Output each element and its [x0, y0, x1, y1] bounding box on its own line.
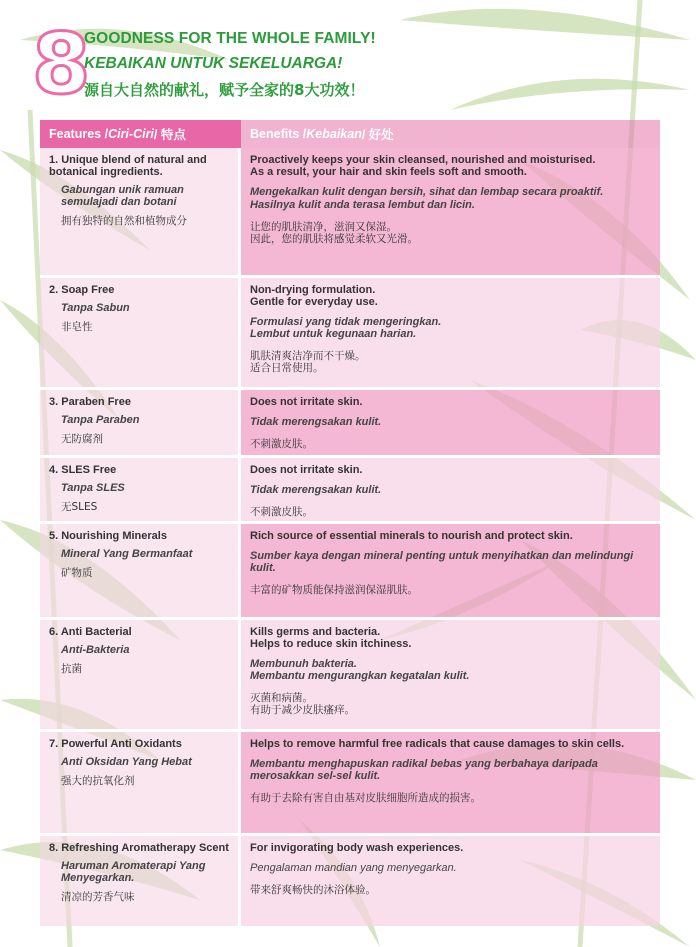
benefit-chinese: 不刺激皮肤。 [250, 506, 313, 518]
benefit-malay: Membunuh bakteria. Membantu mengurangkan kegatalan kulit. [250, 658, 470, 682]
feature-malay: Anti-Bakteria [61, 644, 130, 656]
benefit-english: Proactively keeps your skin cleansed, nourished and moisturised. As a result, your hair and skin feels soft and smooth. [250, 154, 596, 178]
benefit-malay: Pengalaman mandian yang menyegarkan. [250, 862, 457, 874]
feature-cell [40, 148, 241, 275]
feature-malay: Anti Oksidan Yang Hebat [61, 756, 192, 768]
header [0, 0, 696, 120]
benefit-malay-2: Hasilnya kulit anda terasa lembut dan licin. [250, 199, 475, 211]
feature-chinese: 无防腐剂 [61, 433, 103, 445]
feature-malay: Haruman Aromaterapi Yang Menyegarkan. [61, 860, 206, 884]
feature-chinese: 无SLES [61, 501, 98, 513]
benefit-cell [241, 524, 660, 617]
feature-title: 7. Powerful Anti Oxidants [49, 738, 182, 750]
benefit-english: Does not irritate skin. [250, 396, 363, 408]
benefit-english: For invigorating body wash experiences. [250, 842, 464, 854]
benefit-chinese: 灭菌和病菌。 有助于减少皮肤瘙痒。 [250, 692, 355, 716]
benefit-malay: Sumber kaya dengan mineral penting untuk menyihatkan dan melindungi kulit. [250, 550, 634, 574]
feature-cell [40, 836, 241, 926]
benefit-cell [241, 836, 660, 926]
benefit-english: Non-drying formulation. Gentle for everyday use. [250, 284, 378, 308]
feature-title: 3. Paraben Free [49, 396, 131, 408]
feature-title: 5. Nourishing Minerals [49, 530, 167, 542]
feature-chinese: 强大的抗氧化剂 [61, 775, 135, 787]
big-number-8: 8 [32, 15, 91, 113]
feature-cell [40, 390, 241, 455]
feature-title: 1. Unique blend of natural and botanical ingredients. [49, 154, 207, 178]
feature-chinese: 非皂性 [61, 321, 93, 333]
header-text-en: Benefits / [250, 127, 307, 141]
benefit-cell [241, 458, 660, 521]
benefit-english: Does not irritate skin. [250, 464, 363, 476]
benefit-chinese: 丰富的矿物质能保持滋润保湿肌肤。 [250, 584, 418, 596]
benefit-chinese: 肌肤清爽洁净而不干燥。 适合日常使用。 [250, 350, 366, 374]
header-text-zh: / 特点 [153, 128, 186, 142]
feature-cell [40, 458, 241, 521]
feature-malay: Tanpa Sabun [61, 302, 130, 314]
feature-title: 6. Anti Bacterial [49, 626, 132, 638]
benefit-cell [241, 620, 660, 729]
table-row [40, 524, 660, 620]
header-text-en: Features / [49, 127, 109, 141]
title-chinese: 源自大自然的献礼，赋予全家的8大功效！ [84, 81, 365, 99]
table-row [40, 278, 660, 390]
benefit-malay: Tidak merengsakan kulit. [250, 416, 382, 428]
feature-title: 4. SLES Free [49, 464, 117, 476]
benefit-chinese: 有助于去除有害自由基对皮肤细胞所造成的损害。 [250, 792, 481, 804]
benefit-chinese: 让您的肌肤清净，滋润又保湿。 因此，您的肌肤将感觉柔软又光滑。 [250, 221, 418, 245]
header-text-zh: / 好处 [361, 128, 394, 142]
feature-malay: Tanpa Paraben [61, 414, 140, 426]
benefit-malay: Tidak merengsakan kulit. [250, 484, 382, 496]
benefit-malay: Membantu menghapuskan radikal bebas yang berbahaya daripada merosakkan sel-sel kulit. [250, 758, 598, 782]
feature-cell [40, 278, 241, 387]
feature-chinese: 矿物质 [61, 567, 93, 579]
table-header [40, 120, 660, 148]
benefit-chinese: 不刺激皮肤。 [250, 438, 313, 450]
table-row [40, 148, 660, 278]
benefit-malay: Formulasi yang tidak mengeringkan. Lembut untuk kegunaan harian. [250, 316, 442, 340]
table-row [40, 732, 660, 836]
benefit-malay: Mengekalkan kulit dengan bersih, sihat dan lembap secara proaktif. [250, 186, 604, 198]
feature-chinese: 拥有独特的自然和植物成分 [61, 215, 187, 227]
feature-malay: Tanpa SLES [61, 482, 125, 494]
header-text-ms: Ciri-Ciri [108, 127, 154, 141]
feature-title: 2. Soap Free [49, 284, 115, 296]
table-row [40, 836, 660, 926]
header-text-ms: Kebaikan [306, 127, 362, 141]
feature-cell [40, 620, 241, 729]
benefit-cell [241, 732, 660, 833]
benefit-english: Rich source of essential minerals to nourish and protect skin. [250, 530, 573, 542]
feature-malay: Gabungan unik ramuan semulajadi dan botani [61, 184, 184, 208]
table-row [40, 620, 660, 732]
benefit-cell [241, 148, 660, 275]
column-header-benefits [241, 120, 660, 148]
feature-chinese: 清凉的芳香气味 [61, 891, 135, 903]
title-english: GOODNESS FOR THE WHOLE FAMILY! [84, 30, 376, 47]
benefit-chinese: 带来舒爽畅快的沐浴体验。 [250, 884, 376, 896]
benefit-english: Kills germs and bacteria. Helps to reduce skin itchiness. [250, 626, 412, 650]
feature-cell [40, 732, 241, 833]
feature-chinese: 抗菌 [61, 663, 82, 675]
benefit-cell [241, 278, 660, 387]
benefit-english: Helps to remove harmful free radicals that cause damages to skin cells. [250, 738, 625, 750]
title-malay: KEBAIKAN UNTUK SEKELUARGA! [84, 55, 343, 72]
feature-cell [40, 524, 241, 617]
benefit-cell [241, 390, 660, 455]
table-row [40, 458, 660, 524]
feature-malay: Mineral Yang Bermanfaat [61, 548, 193, 560]
feature-title: 8. Refreshing Aromatherapy Scent [49, 842, 229, 854]
table-row [40, 390, 660, 458]
features-benefits-table [40, 120, 660, 926]
column-header-features [40, 120, 241, 148]
